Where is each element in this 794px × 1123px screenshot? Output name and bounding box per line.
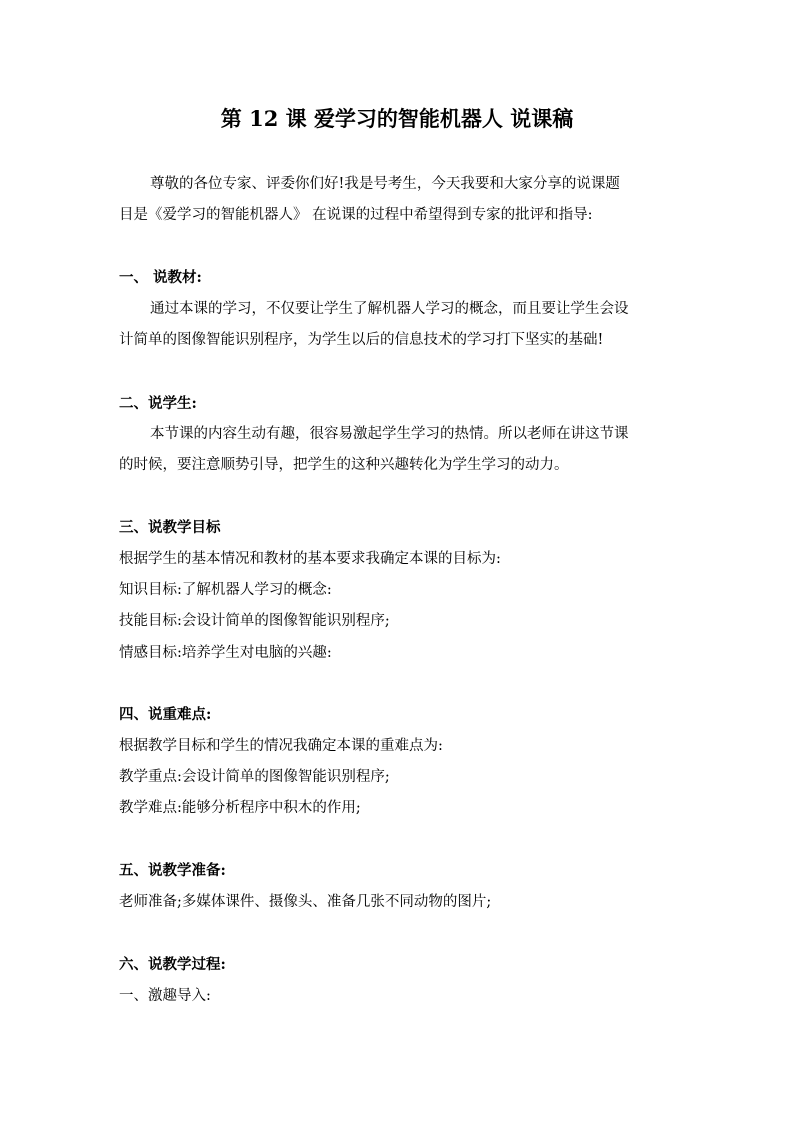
section-3-heading: 三、说教学目标	[119, 519, 221, 536]
intro-line-1: 尊敬的各位专家、评委你们好!我是号考生，今天我要和大家分享的说课题	[150, 176, 620, 192]
intro-line-2: 目是《爱学习的智能机器人》 在说课的过程中希望得到专家的批评和指导:	[119, 207, 593, 223]
section-6-heading: 六、说教学过程:	[119, 956, 226, 973]
section-4-line-2: 教学重点:会设计简单的图像智能识别程序;	[119, 769, 390, 785]
section-2-heading: 二、说学生:	[119, 395, 197, 412]
section-6-line-1: 一、激趣导入:	[119, 988, 211, 1004]
section-1-line-1: 通过本课的学习，不仅要让学生了解机器人学习的概念，而且要让学生会设	[150, 301, 629, 317]
section-5-heading: 五、说教学准备:	[119, 862, 226, 879]
section-5-line-1: 老师准备;多媒体课件、摄像头、准备几张不同动物的图片;	[119, 894, 492, 910]
section-3-line-2: 知识目标:了解机器人学习的概念:	[119, 582, 332, 598]
section-2-line-2: 的时候，要注意顺势引导，把学生的这种兴趣转化为学生学习的动力。	[119, 457, 569, 473]
section-4-heading: 四、说重难点:	[119, 706, 212, 723]
section-3-line-3: 技能目标:会设计简单的图像智能识别程序;	[119, 613, 390, 629]
section-1-heading: 一、 说教材:	[119, 269, 202, 286]
section-3-line-4: 情感目标:培养学生对电脑的兴趣:	[119, 645, 332, 661]
section-2-line-1: 本节课的内容生动有趣，很容易激起学生学习的热情。所以老师在讲这节课	[150, 426, 629, 442]
section-3-line-1: 根据学生的基本情况和教材的基本要求我确定本课的目标为:	[119, 551, 501, 567]
section-1-line-2: 计简单的图像智能识别程序，为学生以后的信息技术的学习打下坚实的基础!	[119, 332, 604, 348]
section-4-line-3: 教学难点:能够分析程序中积木的作用;	[119, 800, 361, 816]
section-4-line-1: 根据教学目标和学生的情况我确定本课的重难点为:	[119, 738, 443, 754]
document-title: 第 12 课 爱学习的智能机器人 说课稿	[220, 106, 574, 131]
